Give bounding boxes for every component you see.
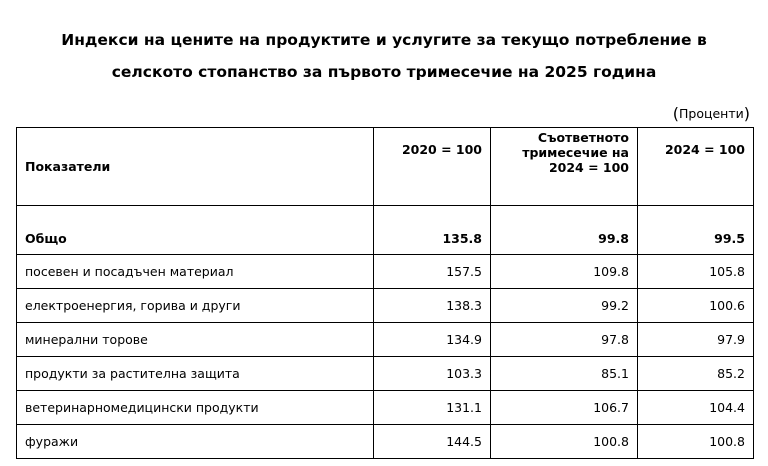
row-label: електроенергия, горива и други <box>17 289 374 323</box>
value-base-2024: 104.4 <box>638 391 754 425</box>
value-base-2024: 105.8 <box>638 255 754 289</box>
unit-label: Проценти <box>678 106 744 121</box>
value-same-quarter-2024: 109.8 <box>491 255 638 289</box>
header-base-2020: 2020 = 100 <box>374 128 491 206</box>
header-indicators: Показатели <box>17 128 374 206</box>
title-line-1: Индекси на цените на продуктите и услугите за текущо потребление в <box>61 31 707 49</box>
value-base-2024: 100.6 <box>638 289 754 323</box>
table-row <box>17 255 754 289</box>
row-label: фуражи <box>17 425 374 459</box>
value-same-quarter-2024: 85.1 <box>491 357 638 391</box>
table-row-total <box>17 206 754 255</box>
value-same-quarter-2024: 106.7 <box>491 391 638 425</box>
header-same-quarter-2024: Съответното тримесечие на 2024 = 100 <box>491 128 638 206</box>
value-base-2024: 85.2 <box>638 357 754 391</box>
row-label: ветеринарномедицински продукти <box>17 391 374 425</box>
table-row <box>17 425 754 459</box>
price-index-table <box>16 127 754 459</box>
page-title <box>0 24 768 88</box>
value-base-2020: 157.5 <box>374 255 491 289</box>
value-base-2020: 134.9 <box>374 323 491 357</box>
value-base-2020: 144.5 <box>374 425 491 459</box>
value-base-2024: 99.5 <box>638 206 754 255</box>
value-same-quarter-2024: 99.8 <box>491 206 638 255</box>
unit-open-paren: ( <box>672 104 679 123</box>
table-row <box>17 323 754 357</box>
value-base-2024: 97.9 <box>638 323 754 357</box>
value-base-2024: 100.8 <box>638 425 754 459</box>
row-label: Общо <box>17 206 374 255</box>
value-base-2020: 135.8 <box>374 206 491 255</box>
value-base-2020: 138.3 <box>374 289 491 323</box>
header-base-2024: 2024 = 100 <box>638 128 754 206</box>
row-label: продукти за растителна защита <box>17 357 374 391</box>
table-row <box>17 357 754 391</box>
value-same-quarter-2024: 97.8 <box>491 323 638 357</box>
row-label: минерални торове <box>17 323 374 357</box>
value-same-quarter-2024: 99.2 <box>491 289 638 323</box>
value-base-2020: 103.3 <box>374 357 491 391</box>
row-label: посевен и посадъчен материал <box>17 255 374 289</box>
value-same-quarter-2024: 100.8 <box>491 425 638 459</box>
table-row <box>17 391 754 425</box>
value-base-2020: 131.1 <box>374 391 491 425</box>
title-line-2: селското стопанство за първото тримесечие на 2025 година <box>111 63 657 81</box>
unit-note <box>673 104 750 124</box>
unit-close-paren: ) <box>743 104 750 123</box>
table-row <box>17 289 754 323</box>
table-header-row <box>17 128 754 206</box>
